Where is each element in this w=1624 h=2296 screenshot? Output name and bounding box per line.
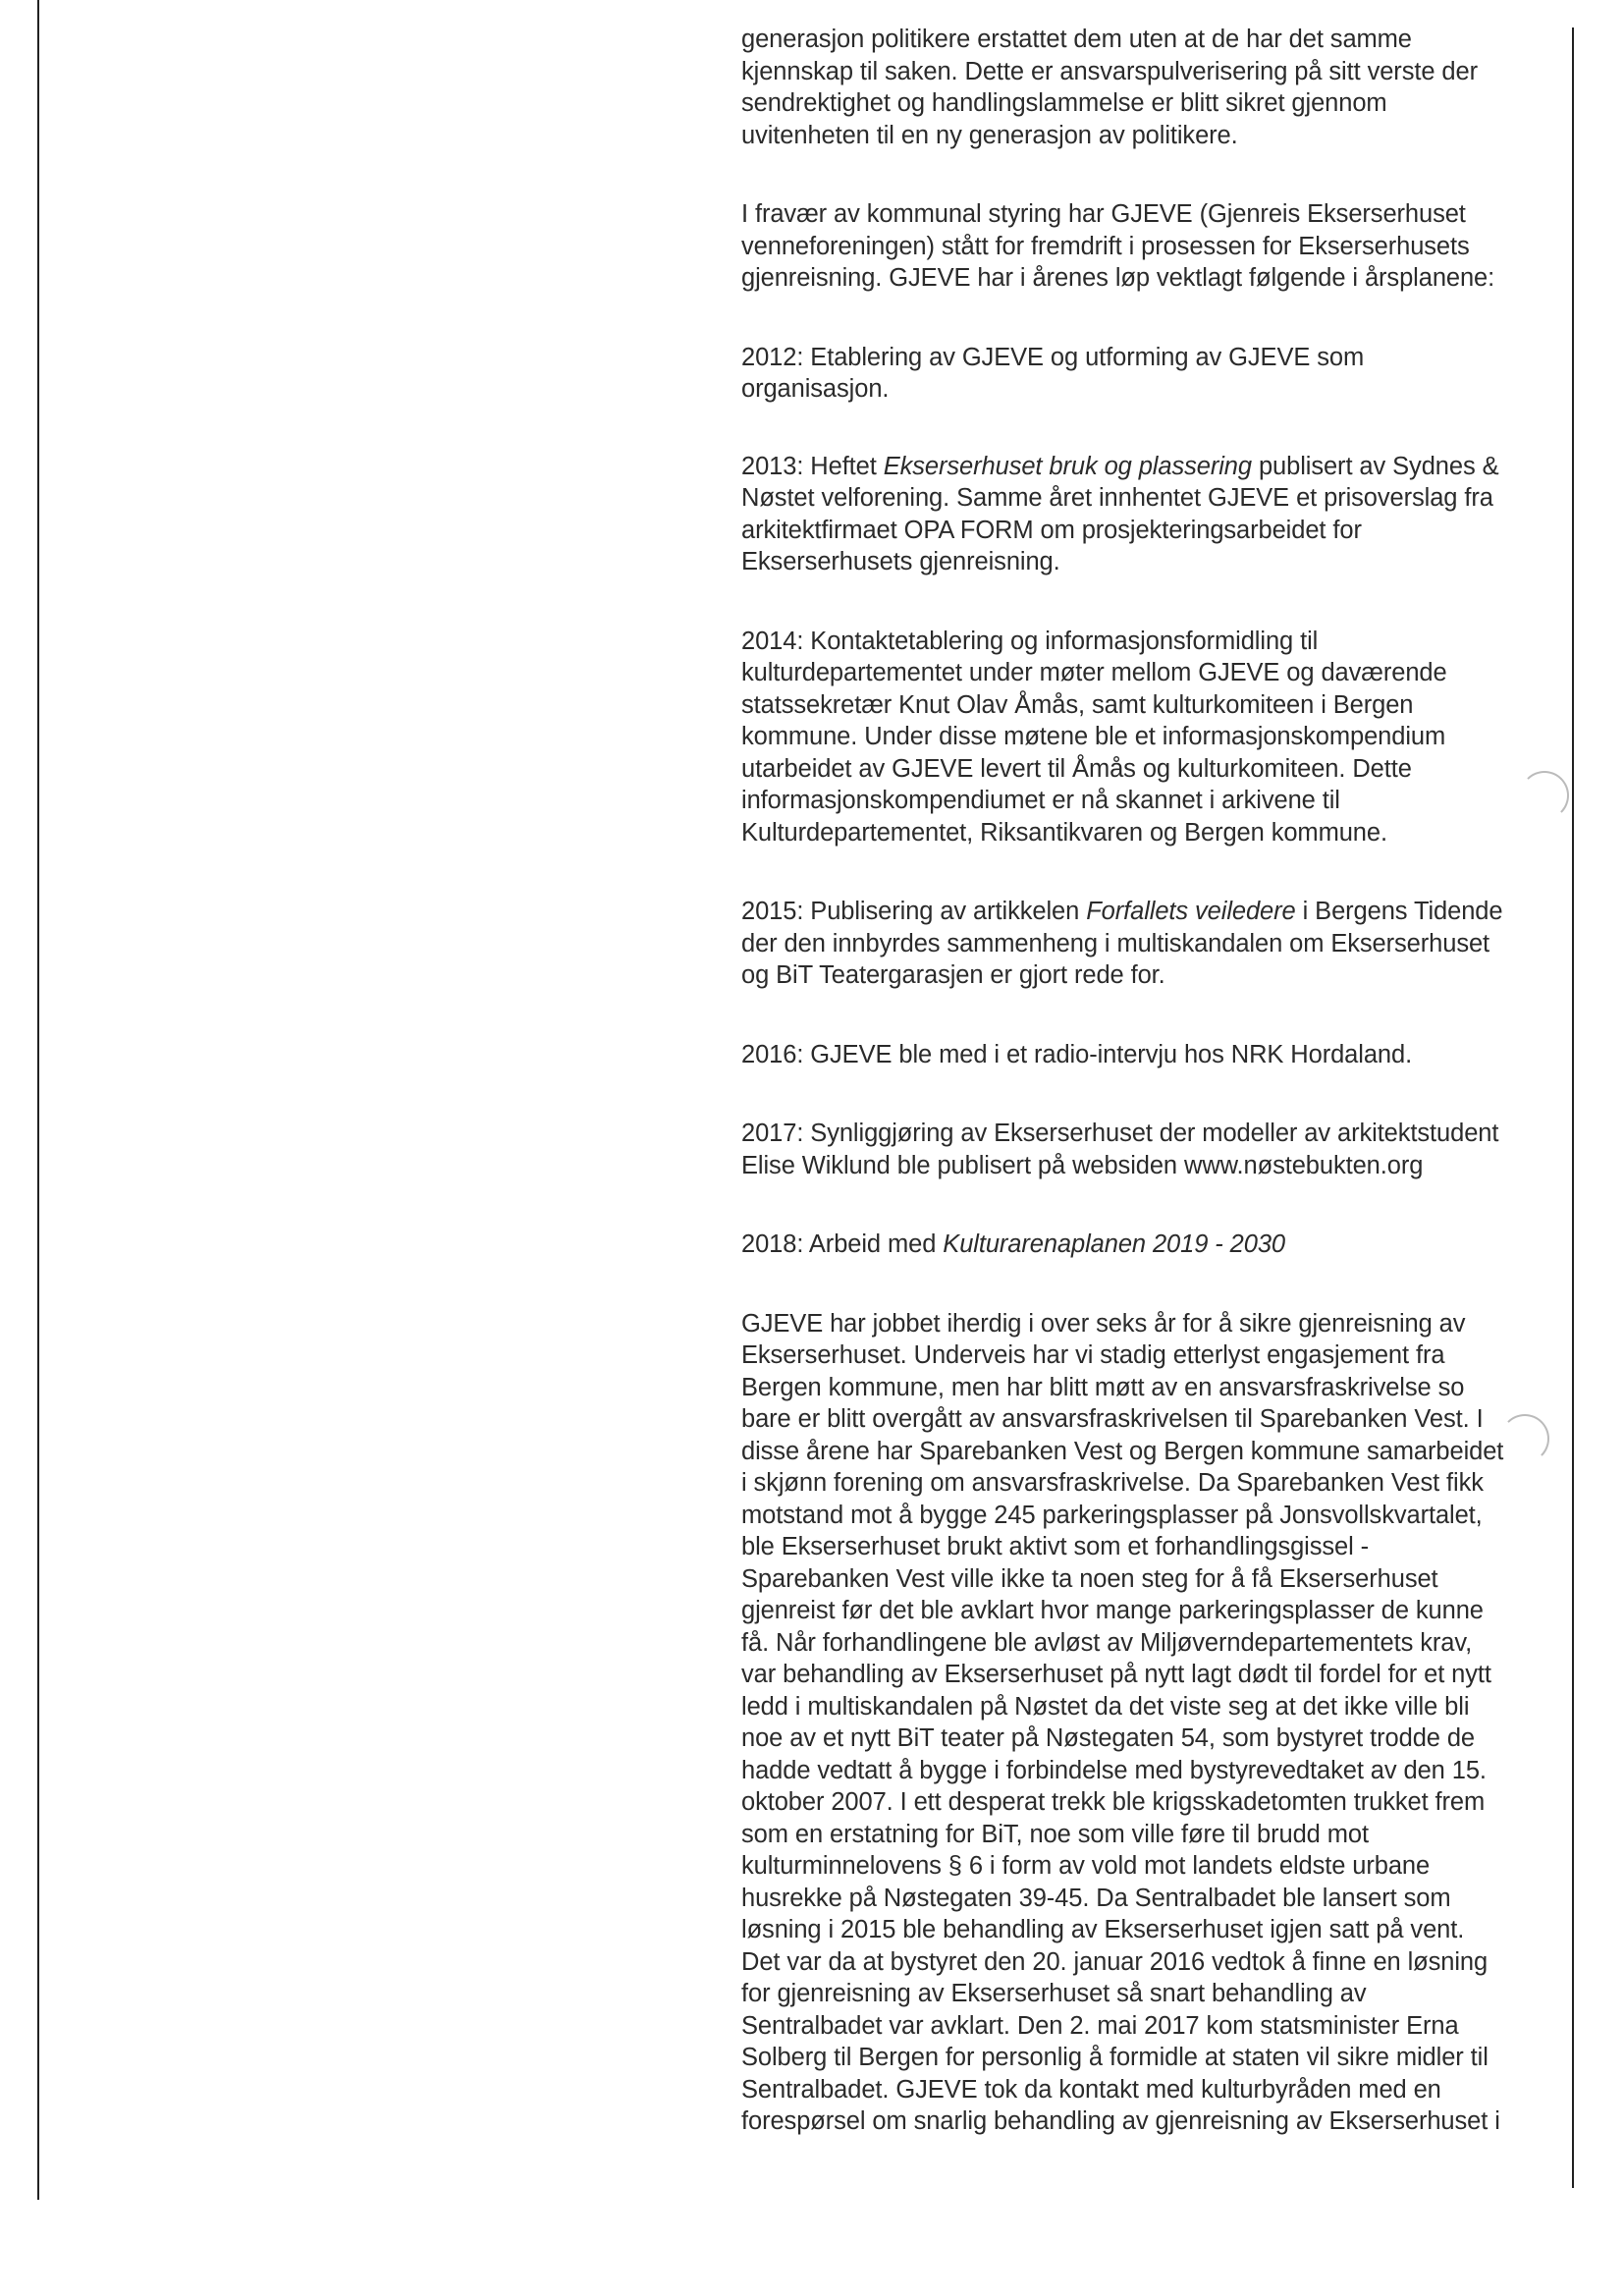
p2013-title: Ekserserhuset bruk og plassering: [883, 452, 1252, 480]
p2018-text: 2018: Arbeid med: [741, 1230, 944, 1258]
punch-hole-mark: [1500, 1414, 1549, 1463]
paragraph-2018: [741, 1229, 1566, 1261]
paragraph-2013: [741, 451, 1566, 578]
paragraph-2016: 2016: GJEVE ble med i et radio-intervju hos NRK Hordaland.: [741, 1040, 1413, 1068]
p2015-rest: i Bergens Tidende der den innbyrdes sammenheng i multiskandalen om Ekserserhuset og BiT Teatergarasjen er gjort rede for.: [741, 898, 1503, 989]
p2013-rest: publisert av Sydnes & Nøstet velforening. Samme året innhentet GJEVE et prisoverslag fra arkitektfirmaet OPA FORM om prosjekteringsarbeidet for Ekserserhusets gjenreisning.: [741, 452, 1499, 575]
right-margin-rule: [1572, 27, 1574, 2188]
paragraph-2015: [741, 896, 1566, 992]
p2018-title: Kulturarenaplanen 2019 - 2030: [943, 1230, 1285, 1258]
p2015-title: Forfallets veiledere: [1086, 898, 1296, 925]
paragraph-2014: 2014: Kontaktetablering og informasjonsformidling til kulturdepartementet under møter mellom GJEVE og daværende statssekretær Knut Olav Åmås, samt kulturkomiteen i Bergen kommune. Under disse møtene ble et informasjonskompendium utarbeidet av GJEVE levert til Åmås og kulturkomiteen. Dette informasjonskompendiumet er nå skannet i arkivene til Kulturdepartementet, Riksantikvaren og Bergen kommune.: [741, 627, 1447, 847]
paragraph-2017: [741, 1118, 1566, 1181]
paragraph-intro: generasjon politikere erstattet dem uten at de har det samme kjennskap til saken. Dette er ansvarspulverisering på sitt verste der sendrektighet og handlingslammelse er blitt sikret gjennom uvitenheten til en ny generasjon av politikere.: [741, 26, 1478, 149]
text-column: [741, 24, 1566, 2138]
website-link[interactable]: www.nøstebukten.org: [1184, 1151, 1424, 1179]
p2017-text: 2017: Synliggjøring av Ekserserhuset der modeller av arkitektstudent Elise Wiklund ble publisert på websiden: [741, 1120, 1499, 1179]
left-margin-rule: [37, 0, 39, 2200]
p2015-text: 2015: Publisering av artikkelen: [741, 898, 1087, 925]
punch-hole-mark: [1520, 771, 1569, 820]
paragraph-gjeve: I fravær av kommunal styring har GJEVE (Gjenreis Ekserserhuset venneforeningen) stått for fremdrift i prosessen for Ekserserhusets gjenreisning. GJEVE har i årenes løp vektlagt følgende i årsplanene:: [741, 200, 1495, 292]
paragraph-final: GJEVE har jobbet iherdig i over seks år for å sikre gjenreisning av Ekserserhuset. Underveis har vi stadig etterlyst engasjement fra Bergen kommune, men har blitt møtt av en ansvarsfraskrivelse so bare er blitt overgått av ansvarsfraskrivelsen til Sparebanken Vest. I disse årene har Sparebanken Vest og Bergen kommune samarbeidet i skjønn forening om ansvarsfraskrivelse. Da Sparebanken Vest fikk motstand mot å bygge 245 parkeringsplasser på Jonsvollskvartalet, ble Ekserserhuset brukt aktivt som et forhandlingsgissel - Sparebanken Vest ville ikke ta noen steg for å få Ekserserhuset gjenreist før det ble avklart hvor mange parkeringsplasser de kunne få. Når forhandlingene ble avløst av Miljøverndepartementets krav, var behandling av Ekserserhuset på nytt lagt dødt til fordel for et nytt ledd i multiskandalen på Nøstet da det viste seg at det ikke ville bli noe av et nytt BiT teater på Nøstegaten 54, som bystyret trodde de hadde vedtatt å bygge i forbindelse med bystyrevedtaket av den 15. oktober 2007. I ett desperat trekk ble krigsskadetomten trukket frem som en erstatning for BiT, noe som ville føre til brudd mot kulturminnelovens § 6 i form av vold mot landets eldste urbane husrekke på Nøstegaten 39-45. Da Sentralbadet ble lansert som løsning i 2015 ble behandling av Ekserserhuset igjen satt på vent. Det var da at bystyret den 20. januar 2016 vedtok å finne en løsning for gjenreisning av Ekserserhuset så snart behandling av Sentralbadet var avklart. Den 2. mai 2017 kom statsminister Erna Solberg til Bergen for personlig å formidle at staten vil sikre midler til Sentralbadet. GJEVE tok da kontakt med kulturbyråden med en forespørsel om snarlig behandling av gjenreisning av Ekserserhuset i: [741, 1309, 1504, 2135]
paragraph-2012: 2012: Etablering av GJEVE og utforming av GJEVE som organisasjon.: [741, 343, 1365, 403]
p2013-text: 2013: Heftet: [741, 452, 884, 480]
